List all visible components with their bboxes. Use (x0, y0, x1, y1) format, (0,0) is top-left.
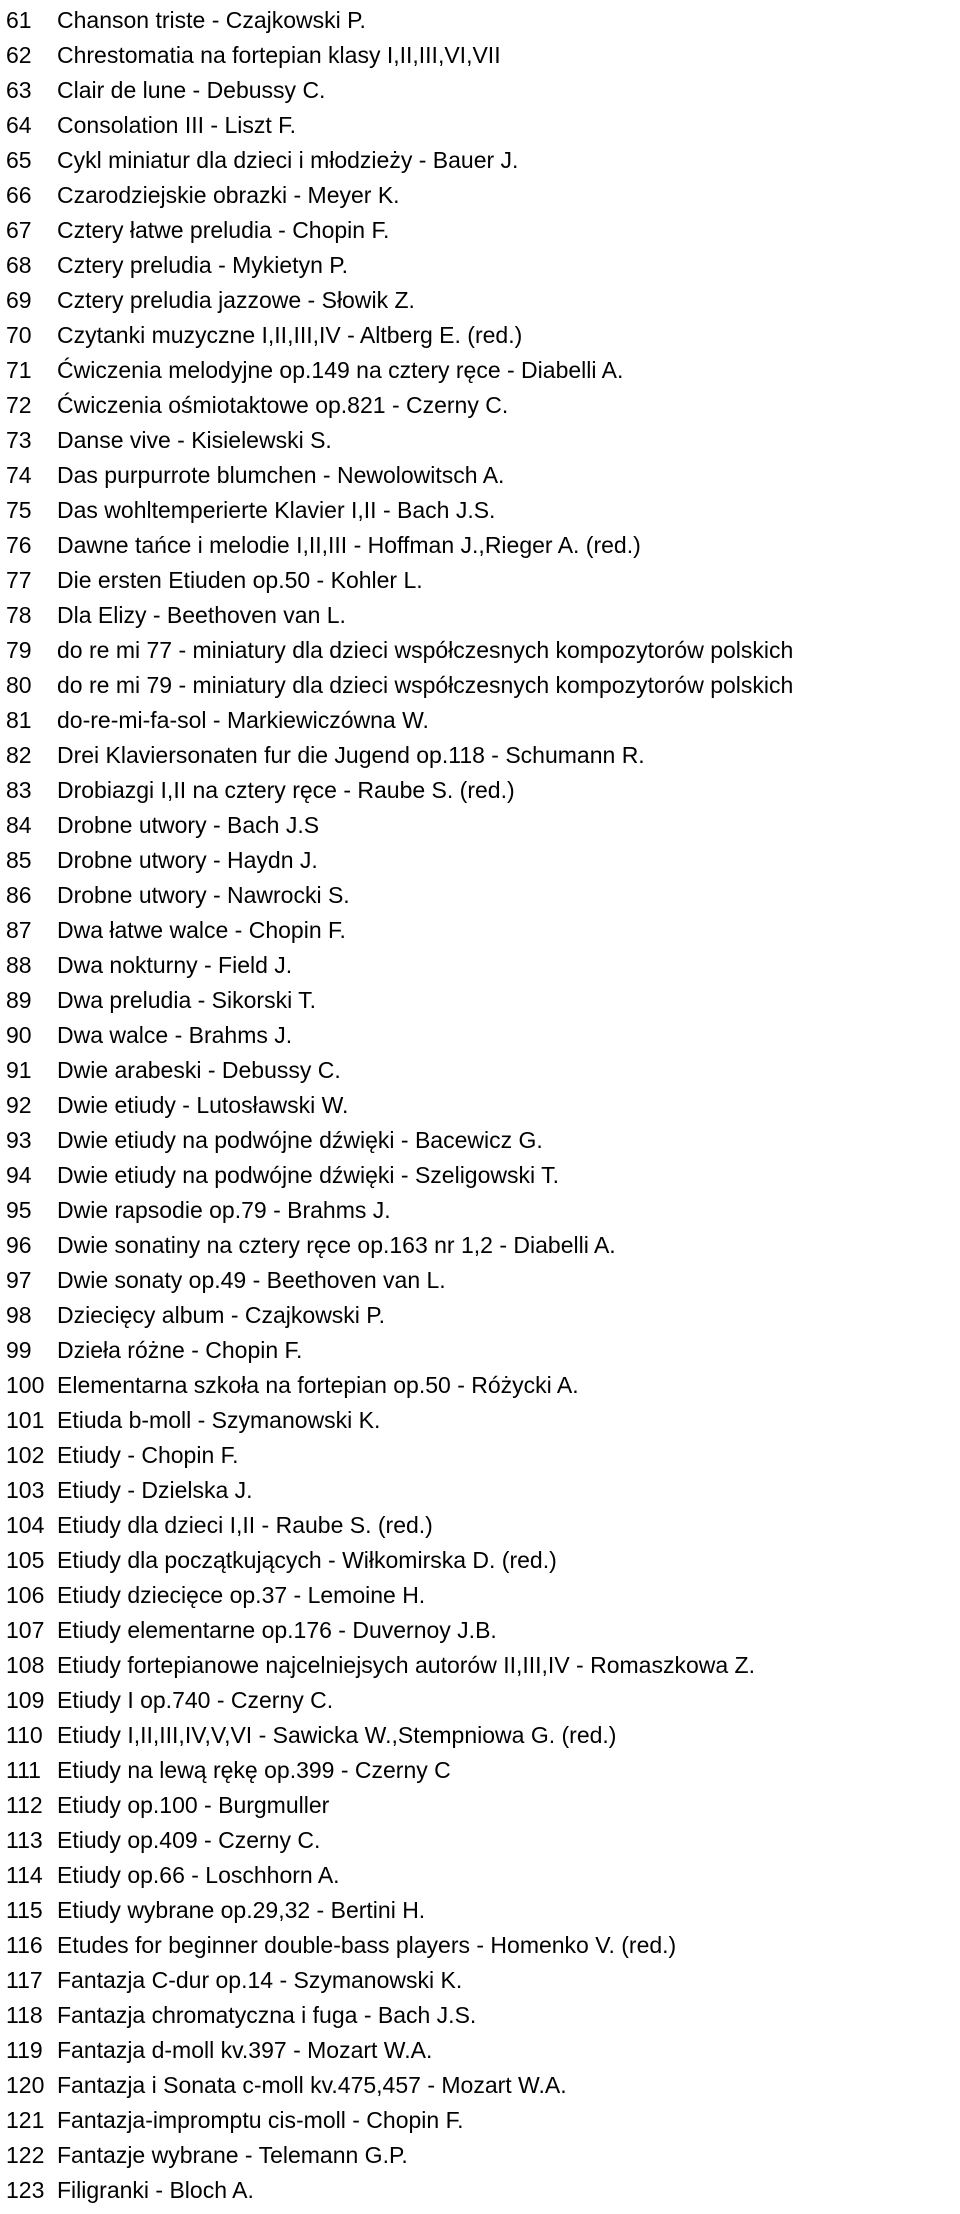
list-item (0, 3, 960, 38)
item-number: 109 (6, 1687, 45, 1713)
list-item (0, 388, 960, 423)
list-item (0, 1228, 960, 1263)
list-item (0, 1123, 960, 1158)
list-item (0, 108, 960, 143)
item-number: 121 (6, 2107, 45, 2133)
item-title: Drei Klaviersonaten fur die Jugend op.118 - Schumann R. (57, 742, 645, 768)
item-title: Fantazja-impromptu cis-moll - Chopin F. (57, 2107, 464, 2133)
list-item (0, 1088, 960, 1123)
item-title: Drobne utwory - Nawrocki S. (57, 882, 350, 908)
item-title: Elementarna szkoła na fortepian op.50 - Różycki A. (57, 1372, 579, 1398)
list-item (0, 1998, 960, 2033)
item-number: 65 (6, 147, 32, 173)
item-title: Dwa preludia - Sikorski T. (57, 987, 317, 1013)
item-title: Czarodziejskie obrazki - Meyer K. (57, 182, 400, 208)
item-title: Drobne utwory - Haydn J. (57, 847, 318, 873)
item-number: 106 (6, 1582, 45, 1608)
item-title: Etiudy na lewą rękę op.399 - Czerny C (57, 1757, 451, 1783)
list-item (0, 1753, 960, 1788)
item-title: Dzieła różne - Chopin F. (57, 1337, 303, 1363)
item-number: 93 (6, 1127, 32, 1153)
list-item (0, 1473, 960, 1508)
item-title: Etiudy - Dzielska J. (57, 1477, 253, 1503)
item-number: 101 (6, 1407, 45, 1433)
item-number: 111 (6, 1757, 41, 1783)
list-item (0, 178, 960, 213)
item-number: 87 (6, 917, 32, 943)
item-number: 73 (6, 427, 32, 453)
item-number: 71 (6, 357, 32, 383)
list-item (0, 1298, 960, 1333)
list-item (0, 38, 960, 73)
list-item (0, 1018, 960, 1053)
item-title: Etiudy I,II,III,IV,V,VI - Sawicka W.,Stempniowa G. (red.) (57, 1722, 617, 1748)
list-item (0, 423, 960, 458)
item-title: Drobne utwory - Bach J.S (57, 812, 320, 838)
item-title: Etudes for beginner double-bass players - Homenko V. (red.) (57, 1932, 677, 1958)
list-item (0, 948, 960, 983)
item-title: Dwie etiudy na podwójne dźwięki - Szeligowski T. (57, 1162, 559, 1188)
list-item (0, 2033, 960, 2068)
item-number: 68 (6, 252, 32, 278)
list-item (0, 983, 960, 1018)
list-item (0, 738, 960, 773)
list-item (0, 143, 960, 178)
item-title: Fantazja i Sonata c-moll kv.475,457 - Mozart W.A. (57, 2072, 567, 2098)
item-title: Danse vive - Kisielewski S. (57, 427, 332, 453)
list-item (0, 1788, 960, 1823)
item-number: 100 (6, 1372, 45, 1398)
item-number: 70 (6, 322, 32, 348)
list-item (0, 1648, 960, 1683)
item-number: 98 (6, 1302, 32, 1328)
list-item (0, 808, 960, 843)
item-number: 63 (6, 77, 32, 103)
item-number: 120 (6, 2072, 45, 2098)
item-number: 104 (6, 1512, 45, 1538)
list-item (0, 1438, 960, 1473)
list-item (0, 1158, 960, 1193)
item-title: Etiudy I op.740 - Czerny C. (57, 1687, 334, 1713)
list-item (0, 248, 960, 283)
item-number: 76 (6, 532, 32, 558)
list-item (0, 1543, 960, 1578)
item-number: 90 (6, 1022, 32, 1048)
item-number: 99 (6, 1337, 32, 1363)
item-title: Dwie etiudy - Lutosławski W. (57, 1092, 349, 1118)
list-item (0, 1718, 960, 1753)
list-item (0, 878, 960, 913)
list-item (0, 1928, 960, 1963)
item-number: 79 (6, 637, 32, 663)
item-title: Etiudy fortepianowe najcelniejsych autorów II,III,IV - Romaszkowa Z. (57, 1652, 755, 1678)
list-item (0, 2173, 960, 2208)
item-number: 69 (6, 287, 32, 313)
item-title: do re mi 77 - miniatury dla dzieci współczesnych kompozytorów polskich (57, 637, 794, 663)
item-title: Etiudy wybrane op.29,32 - Bertini H. (57, 1897, 426, 1923)
item-number: 84 (6, 812, 32, 838)
item-number: 81 (6, 707, 32, 733)
item-number: 83 (6, 777, 32, 803)
list-item (0, 1368, 960, 1403)
item-title: Clair de lune - Debussy C. (57, 77, 326, 103)
item-number: 85 (6, 847, 32, 873)
list-item (0, 1333, 960, 1368)
item-number: 117 (6, 1967, 43, 1993)
item-title: Ćwiczenia melodyjne op.149 na cztery ręce - Diabelli A. (57, 357, 624, 383)
list-item (0, 1858, 960, 1893)
list-item (0, 1403, 960, 1438)
item-number: 122 (6, 2142, 45, 2168)
item-title: Fantazja chromatyczna i fuga - Bach J.S. (57, 2002, 477, 2028)
item-title: Etiudy - Chopin F. (57, 1442, 239, 1468)
item-title: Dla Elizy - Beethoven van L. (57, 602, 346, 628)
item-title: Dwa łatwe walce - Chopin F. (57, 917, 346, 943)
list-item (0, 843, 960, 878)
list-item (0, 633, 960, 668)
list-item (0, 2138, 960, 2173)
item-title: do-re-mi-fa-sol - Markiewiczówna W. (57, 707, 429, 733)
item-number: 118 (6, 2002, 43, 2028)
list-item (0, 563, 960, 598)
item-number: 107 (6, 1617, 45, 1643)
list-item (0, 213, 960, 248)
list-item (0, 1508, 960, 1543)
item-number: 112 (6, 1792, 43, 1818)
catalog-list (0, 3, 960, 2208)
item-title: Dwie sonaty op.49 - Beethoven van L. (57, 1267, 446, 1293)
item-number: 61 (6, 7, 32, 33)
item-number: 95 (6, 1197, 32, 1223)
item-title: Das wohltemperierte Klavier I,II - Bach J.S. (57, 497, 496, 523)
item-number: 80 (6, 672, 32, 698)
item-number: 119 (6, 2037, 43, 2063)
item-title: Cztery preludia - Mykietyn P. (57, 252, 349, 278)
item-number: 123 (6, 2177, 45, 2203)
item-title: Etiudy op.409 - Czerny C. (57, 1827, 321, 1853)
list-item (0, 2103, 960, 2138)
list-item (0, 353, 960, 388)
item-number: 108 (6, 1652, 45, 1678)
item-number: 113 (6, 1827, 43, 1853)
item-number: 82 (6, 742, 32, 768)
list-item (0, 668, 960, 703)
item-number: 74 (6, 462, 32, 488)
list-item (0, 493, 960, 528)
item-title: Fantazje wybrane - Telemann G.P. (57, 2142, 408, 2168)
list-item (0, 1613, 960, 1648)
item-number: 94 (6, 1162, 32, 1188)
item-title: Etiudy op.66 - Loschhorn A. (57, 1862, 340, 1888)
item-title: Dwie rapsodie op.79 - Brahms J. (57, 1197, 391, 1223)
list-item (0, 1193, 960, 1228)
item-title: Fantazja d-moll kv.397 - Mozart W.A. (57, 2037, 433, 2063)
item-number: 86 (6, 882, 32, 908)
item-number: 115 (6, 1897, 43, 1923)
item-number: 105 (6, 1547, 45, 1573)
list-item (0, 1683, 960, 1718)
item-title: Etiuda b-moll - Szymanowski K. (57, 1407, 381, 1433)
item-title: Dwie etiudy na podwójne dźwięki - Bacewicz G. (57, 1127, 543, 1153)
item-title: do re mi 79 - miniatury dla dzieci współczesnych kompozytorów polskich (57, 672, 794, 698)
item-title: Die ersten Etiuden op.50 - Kohler L. (57, 567, 423, 593)
item-title: Chrestomatia na fortepian klasy I,II,III,VI,VII (57, 42, 501, 68)
item-title: Dziecięcy album - Czajkowski P. (57, 1302, 386, 1328)
item-number: 66 (6, 182, 32, 208)
item-title: Etiudy elementarne op.176 - Duvernoy J.B. (57, 1617, 497, 1643)
item-number: 64 (6, 112, 32, 138)
item-title: Dawne tańce i melodie I,II,III - Hoffman J.,Rieger A. (red.) (57, 532, 641, 558)
item-number: 72 (6, 392, 32, 418)
list-item (0, 2068, 960, 2103)
list-item (0, 1263, 960, 1298)
list-item (0, 283, 960, 318)
item-title: Dwie sonatiny na cztery ręce op.163 nr 1,2 - Diabelli A. (57, 1232, 616, 1258)
item-number: 91 (6, 1057, 32, 1083)
item-number: 77 (6, 567, 32, 593)
item-number: 62 (6, 42, 32, 68)
item-number: 88 (6, 952, 32, 978)
item-title: Etiudy op.100 - Burgmuller (57, 1792, 330, 1818)
item-number: 67 (6, 217, 32, 243)
list-item (0, 1578, 960, 1613)
item-title: Dwa nokturny - Field J. (57, 952, 293, 978)
list-item (0, 458, 960, 493)
list-item (0, 913, 960, 948)
list-item (0, 528, 960, 563)
item-number: 102 (6, 1442, 45, 1468)
list-item (0, 1053, 960, 1088)
item-title: Dwie arabeski - Debussy C. (57, 1057, 341, 1083)
item-number: 89 (6, 987, 32, 1013)
item-number: 78 (6, 602, 32, 628)
item-number: 110 (6, 1722, 43, 1748)
item-number: 92 (6, 1092, 32, 1118)
list-item (0, 1893, 960, 1928)
item-number: 114 (6, 1862, 43, 1888)
item-title: Filigranki - Bloch A. (57, 2177, 254, 2203)
item-title: Etiudy dla początkujących - Wiłkomirska D. (red.) (57, 1547, 557, 1573)
item-title: Cztery łatwe preludia - Chopin F. (57, 217, 390, 243)
item-number: 116 (6, 1932, 43, 1958)
item-title: Drobiazgi I,II na cztery ręce - Raube S. (red.) (57, 777, 515, 803)
item-number: 97 (6, 1267, 32, 1293)
item-title: Dwa walce - Brahms J. (57, 1022, 293, 1048)
item-number: 75 (6, 497, 32, 523)
list-item (0, 73, 960, 108)
item-title: Consolation III - Liszt F. (57, 112, 297, 138)
item-title: Etiudy dziecięce op.37 - Lemoine H. (57, 1582, 426, 1608)
item-title: Chanson triste - Czajkowski P. (57, 7, 366, 33)
list-item (0, 598, 960, 633)
item-number: 103 (6, 1477, 45, 1503)
item-title: Cykl miniatur dla dzieci i młodzieży - Bauer J. (57, 147, 519, 173)
item-title: Ćwiczenia ośmiotaktowe op.821 - Czerny C. (57, 392, 509, 418)
list-item (0, 773, 960, 808)
list-item (0, 703, 960, 738)
item-title: Etiudy dla dzieci I,II - Raube S. (red.) (57, 1512, 433, 1538)
item-title: Fantazja C-dur op.14 - Szymanowski K. (57, 1967, 463, 1993)
list-item (0, 1823, 960, 1858)
list-item (0, 318, 960, 353)
item-number: 96 (6, 1232, 32, 1258)
item-title: Czytanki muzyczne I,II,III,IV - Altberg E. (red.) (57, 322, 523, 348)
list-item (0, 1963, 960, 1998)
item-title: Cztery preludia jazzowe - Słowik Z. (57, 287, 415, 313)
item-title: Das purpurrote blumchen - Newolowitsch A. (57, 462, 505, 488)
